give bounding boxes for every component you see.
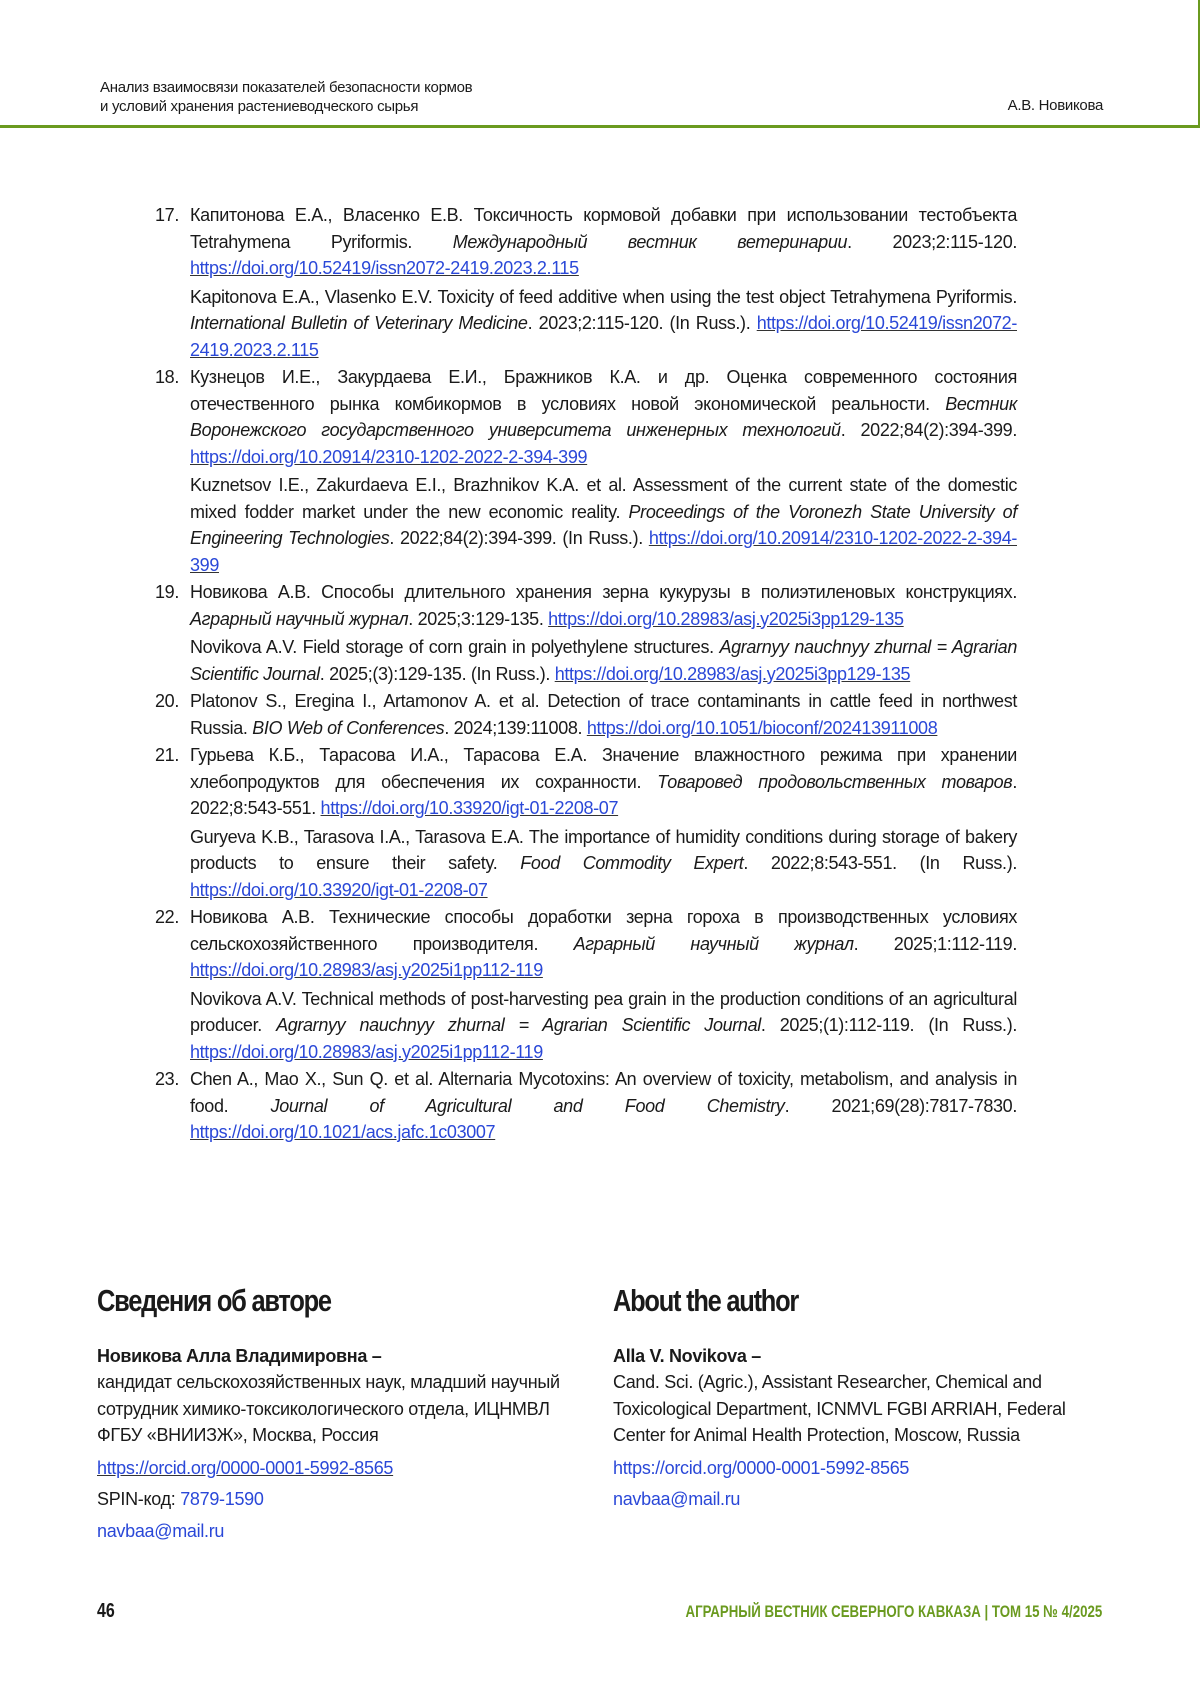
reference-authors-title: Капитонова Е.А., Власенко Е.В. Токсичность кормовой добавки при использовании тестобъекта Tetrahymena Pyriformis. [190,205,1017,252]
article-title-line1: Анализ взаимосвязи показателей безопасности кормов [100,79,473,96]
doi-link[interactable]: https://doi.org/10.33920/igt-01-2208-07 [190,879,488,900]
reference-journal: Proceedings of the Voronezh State University of Engineering Technologies [190,501,1017,548]
doi-link[interactable]: https://doi.org/10.28983/asj.y2025i1pp112-119 [190,1041,543,1062]
reference-item [155,579,1017,687]
header-author: А.В. Новикова [1007,97,1103,114]
reference-number: 17. [155,205,179,225]
doi-link[interactable]: https://doi.org/10.28983/asj.y2025i1pp112-119 [190,960,543,980]
reference-number: 19. [155,582,179,602]
reference-number: 20. [155,691,179,711]
doi-link[interactable]: https://doi.org/10.20914/2310-1202-2022-2-394-399 [190,528,1017,575]
reference-details: . 2025;3:129-135. [408,608,549,629]
reference-item [155,202,1017,363]
reference-ru [190,364,1017,470]
reference-authors-title: Novikova A.V. Technical methods of post-harvesting pea grain in the production conditions of an agricultural producer. [190,988,1017,1035]
reference-authors-title: Platonov S., Eregina I., Artamonov A. et al. Detection of trace contaminants in cattle feed in northwest Russia. [190,691,1017,738]
reference-details: . 2022;84(2):394-399. [840,420,1017,440]
reference-authors-title: Guryeva K.B., Tarasova I.A., Tarasova E.A. The importance of humidity conditions during storage of bakery products to ensure their safety. [190,826,1017,873]
author-name-en: Alla V. Novikova – [613,1345,762,1366]
reference-journal: Journal of Agricultural and Food Chemistry [270,1095,785,1116]
reference-en [190,472,1017,578]
reference-journal: Аграрный научный журнал [190,608,409,629]
reference-authors-title: Новикова А.В. Способы длительного хранения зерна кукурузы в полиэтиленовых конструкциях. [190,582,1017,602]
reference-details: . 2023;2:115-120. (In Russ.). [527,313,757,333]
reference-ru [190,1066,1017,1146]
reference-journal: Agrarnyy nauchnyy zhurnal = Agrarian Scientific Journal [276,1015,761,1035]
reference-item [155,688,1017,741]
reference-details: . 2024;139:11008. [444,717,587,738]
reference-journal: Food Commodity Expert [520,853,744,873]
reference-authors-title: Гурьева К.Б., Тарасова И.А., Тарасова Е.А. Значение влажностного режима при хранении хлебопродуктов для обеспечения их сохранности. [190,745,1017,792]
reference-details: . 2022;8:543-551. (In Russ.). [743,853,1017,873]
email-link-en[interactable]: navbaa@mail.ru [613,1489,741,1509]
reference-details: . 2021;69(28):7817-7830. [784,1095,1017,1116]
reference-number: 22. [155,907,179,927]
doi-link[interactable]: https://doi.org/10.52419/issn2072-2419.2023.2.115 [190,258,579,278]
doi-link[interactable]: https://doi.org/10.28983/asj.y2025i3pp129-135 [554,663,911,684]
author-name-ru: Новикова Алла Владимировна – [97,1345,382,1366]
author-info-en [613,1283,1108,1518]
reference-authors-title: Новикова А.В. Технические способы доработки зерна гороха в производственных условиях сельскохозяйственного производителя. [190,907,1017,954]
spin-link[interactable]: 7879-1590 [180,1489,264,1509]
reference-ru [190,202,1017,282]
author-description-ru: кандидат сельскохозяйственных наук, младший научный сотрудник химико-токсикологического отдела, ИЦНМВЛ ФГБУ «ВНИИЗЖ», Москва, Россия [97,1372,560,1445]
running-header [0,0,1200,128]
reference-list [155,202,1017,1147]
reference-journal: Agrarnyy nauchnyy zhurnal = Agrarian Scientific Journal [190,637,1018,684]
reference-en [190,284,1017,364]
reference-number: 18. [155,367,179,387]
article-title [100,78,472,116]
spin-label: SPIN-код: [97,1489,181,1509]
reference-authors-title: Kapitonova E.A., Vlasenko E.V. Toxicity of feed additive when using the test object Tetrahymena Pyriformis. [190,286,1017,307]
reference-ru [190,904,1017,984]
reference-details: . 2025;1:112-119. [853,933,1017,954]
reference-authors-title: Novikova A.V. Field storage of corn grain in polyethylene structures. [190,637,720,657]
doi-link[interactable]: https://doi.org/10.52419/issn2072-2419.2023.2.115 [190,313,1017,360]
article-title-line2: и условий хранения растениеводческого сырья [100,98,419,115]
reference-journal: International Bulletin of Veterinary Medicine [190,313,528,333]
reference-number: 23. [155,1069,179,1089]
orcid-link-en[interactable]: https://orcid.org/0000-0001-5992-8565 [613,1457,910,1478]
reference-authors-title: Кузнецов И.Е., Закурдаева Е.И., Бражников К.А. и др. Оценка современного состояния отечественного рынка комбикормов в условиях новой экономической реальности. [190,367,1017,414]
reference-en [190,634,1017,687]
reference-en [190,986,1017,1066]
spin-code [97,1486,587,1513]
author-heading-en: About the author [613,1283,799,1318]
doi-link[interactable]: https://doi.org/10.28983/asj.y2025i3pp129-135 [548,608,904,629]
author-info-ru [97,1283,587,1549]
email-link-ru[interactable]: navbaa@mail.ru [97,1520,225,1541]
doi-link[interactable]: https://doi.org/10.33920/igt-01-2208-07 [320,798,619,818]
reference-authors-title: Chen A., Mao X., Sun Q. et al. Alternaria Mycotoxins: An overview of toxicity, metabolism, and analysis in food. [190,1069,1017,1116]
doi-link[interactable]: https://doi.org/10.1051/bioconf/202413911008 [586,717,938,738]
reference-authors-title: Kuznetsov I.E., Zakurdaeva E.I., Brazhnikov K.A. et al. Assessment of the current state of the domestic mixed fodder market under the new economic reality. [190,475,1017,522]
reference-details: . 2023;2:115-120. [847,231,1018,252]
reference-details: . 2025;(1):112-119. (In Russ.). [760,1015,1017,1035]
reference-journal: Аграрный научный журнал [573,933,854,954]
reference-ru [190,688,1017,741]
reference-en [190,824,1017,904]
reference-journal: BIO Web of Conferences [252,717,445,738]
doi-link[interactable]: https://doi.org/10.1021/acs.jafc.1c03007 [190,1122,496,1142]
reference-details: . 2022;84(2):394-399. (In Russ.). [389,528,649,548]
reference-journal: Товаровед продовольственных товаров [657,771,1013,792]
reference-ru [190,742,1017,822]
reference-item [155,364,1017,578]
orcid-link-ru[interactable]: https://orcid.org/0000-0001-5992-8565 [97,1457,394,1478]
author-heading-ru: Сведения об авторе [97,1283,331,1318]
reference-number: 21. [155,745,179,765]
reference-item [155,904,1017,1065]
doi-link[interactable]: https://doi.org/10.20914/2310-1202-2022-2-394-399 [190,446,588,467]
reference-journal: Вестник Воронежского государственного университета инженерных технологий [190,393,1017,440]
reference-details: . 2022;8:543-551. [190,771,1017,818]
reference-details: . 2025;(3):129-135. (In Russ.). [319,663,555,684]
reference-item [155,742,1017,903]
reference-item [155,1066,1017,1146]
reference-ru [190,579,1017,632]
author-description-en: Cand. Sci. (Agric.), Assistant Researcher, Chemical and Toxicological Department, ICNMVL FGBI ARRIAH, Federal Center for Animal Health Protection, Moscow, Russia [613,1372,1066,1445]
journal-name: АГРАРНЫЙ ВЕСТНИК СЕВЕРНОГО КАВКАЗА | ТОМ 15 № 4/2025 [685,1602,1102,1621]
reference-journal: Международный вестник ветеринарии [452,231,848,252]
page-number: 46 [97,1600,115,1622]
